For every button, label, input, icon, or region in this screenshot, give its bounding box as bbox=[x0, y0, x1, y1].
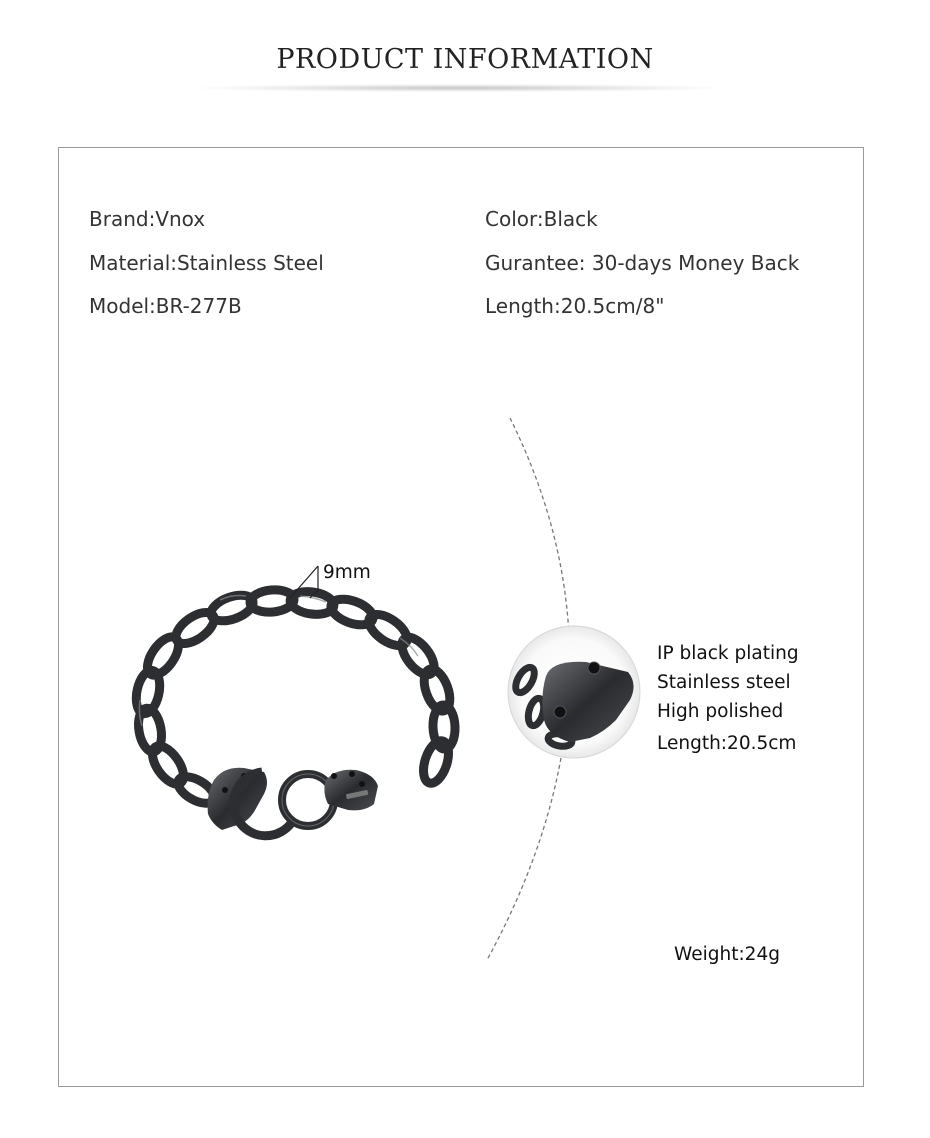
page-title: PRODUCT INFORMATION bbox=[276, 44, 654, 75]
spec-model: Model:BR-277B bbox=[89, 294, 242, 318]
spec-material: Material:Stainless Steel bbox=[89, 251, 324, 275]
spec-color: Color:Black bbox=[485, 207, 598, 231]
spec-brand: Brand:Vnox bbox=[89, 207, 206, 231]
width-label: 9mm bbox=[323, 562, 371, 583]
weight-label: Weight:24g bbox=[674, 944, 780, 965]
handcuff-clasp bbox=[208, 768, 378, 836]
feature-length: Length:20.5cm bbox=[657, 733, 797, 754]
spec-length: Length:20.5cm/8" bbox=[485, 294, 665, 318]
feature-plating: IP black plating bbox=[657, 643, 799, 664]
feature-finish: High polished bbox=[657, 701, 784, 722]
spec-guarantee: Gurantee: 30-days Money Back bbox=[485, 251, 800, 275]
feature-material: Stainless steel bbox=[657, 672, 791, 693]
zoom-detail-lens bbox=[508, 626, 640, 758]
